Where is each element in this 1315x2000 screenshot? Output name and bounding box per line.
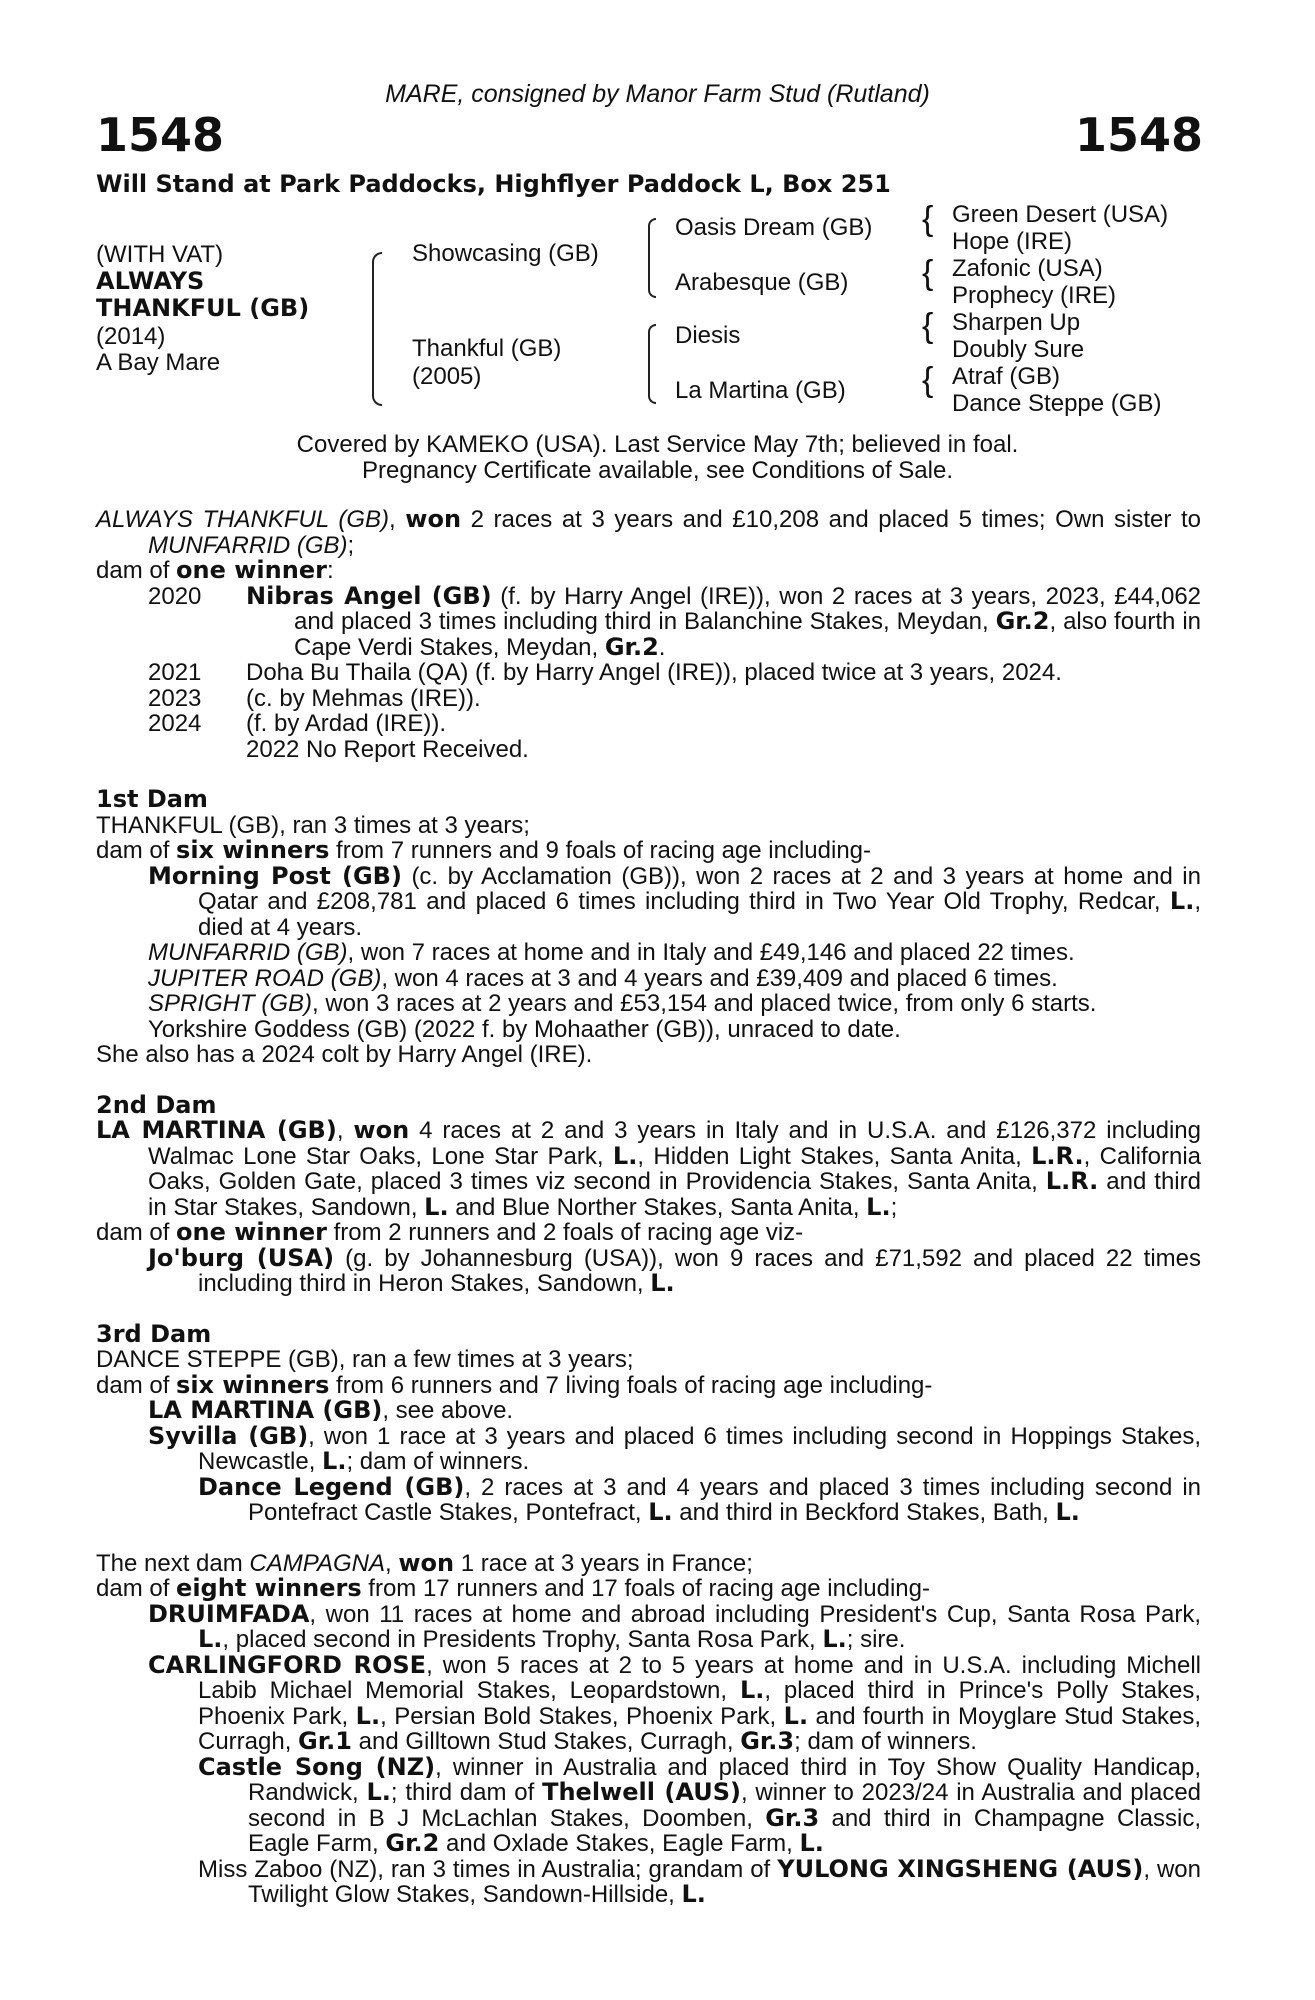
covered-notice (0, 432, 1315, 484)
text: and third in Champagne Classic, Eagle Farm, (248, 1804, 1201, 1857)
produce-text: 2022 No Report Received. (246, 735, 529, 763)
text: (c. by Acclamation (GB)), won 2 races at 2 and 3 years at home and in Qatar and £208,781 and placed 6 times including third in Two Year Old Trophy, Redcar, (198, 862, 1201, 915)
grade-label: L. (866, 1192, 891, 1221)
third-dam-line: DANCE STEPPE (GB), ran a few times at 3 years; (96, 1346, 634, 1373)
text: dam of (96, 557, 177, 584)
progeny-entry (96, 861, 1201, 941)
text: , Persian Bold Stakes, Phoenix Park, (380, 1702, 784, 1730)
grade-label: L. (799, 1829, 824, 1857)
horse-name-line2: THANKFUL (GB) (96, 294, 310, 322)
grade-label: L. (198, 1625, 223, 1653)
grade-label: L. (424, 1192, 449, 1221)
text: dam of (96, 1371, 177, 1399)
produce-row (96, 581, 1202, 661)
produce-name: Nibras Angel (GB) (246, 581, 492, 610)
pedigree-g8: Dance Steppe (GB) (952, 390, 1162, 417)
text: from 6 runners and 7 living foals of racing age including- (329, 1371, 933, 1399)
grade-label: L. (1169, 887, 1195, 915)
first-dam-line: THANKFUL (GB), ran 3 times at 3 years; (96, 811, 530, 839)
dam-name: CAMPAGNA (249, 1549, 385, 1577)
pedigree-g2: Hope (IRE) (952, 228, 1073, 255)
text: , (389, 506, 406, 533)
grade-label: L. (322, 1447, 347, 1475)
pedigree-dam-sire: Diesis (675, 322, 741, 349)
text: and third in Star Stakes, Sandown, (148, 1168, 1201, 1221)
winners-count: six winners (176, 836, 330, 864)
text: , placed second in Presidents Trophy, Santa Rosa Park, (222, 1626, 823, 1653)
pedigree-g4: Prophecy (IRE) (952, 282, 1117, 309)
horse-year: (2014) (96, 323, 166, 350)
text: 4 races at 2 and 3 years in Italy and in U.S.A. and £126,372 including Walmac Lone Star Oaks, Lone Star Park, (148, 1117, 1202, 1170)
progeny-entry (96, 1854, 1201, 1908)
text: dam of (96, 837, 177, 864)
won-label: won (353, 1116, 410, 1144)
text: 1 race at 3 years in France; (454, 1549, 753, 1577)
produce-row (96, 737, 1201, 763)
pedigree-sire: Showcasing (GB) (412, 240, 599, 267)
produce-text (246, 581, 1202, 661)
progeny-entry (96, 966, 1201, 992)
produce-text: (f. by Ardad (IRE)). (246, 710, 447, 737)
text: and third in Beckford Stakes, Bath, (672, 1499, 1056, 1526)
text: . (658, 633, 666, 661)
pedigree-brace: { (922, 200, 934, 238)
progeny-name: DRUIMFADA (148, 1599, 310, 1628)
produce-row (96, 686, 1201, 712)
progeny-name: YULONG XINGSHENG (AUS) (777, 1854, 1144, 1883)
lot-number-right: 1548 (1074, 108, 1203, 162)
pedigree-brace: { (922, 307, 934, 345)
dam-of-line (96, 1370, 1201, 1399)
text: dam of (96, 1575, 177, 1602)
grade-label: L. (822, 1625, 847, 1653)
won-label: won (405, 505, 462, 533)
pedigree-dam: Thankful (GB) (412, 335, 562, 362)
grade-label: L. (681, 1880, 706, 1908)
intro-text: 2 races at 3 years and £10,208 and placed 5 times; Own sister to (461, 506, 1201, 533)
text: (f. by Harry Angel (IRE)), won 2 races at 3 years, 2023, £44,062 and placed 3 times including third in Balanchine Stakes, Meydan, (294, 582, 1202, 635)
grade-label: Gr.2 (995, 607, 1050, 635)
won-label: won (398, 1548, 455, 1577)
pedigree-dam-year: (2005) (412, 363, 482, 390)
winners-count: six winners (176, 1370, 330, 1399)
grade-label: L. (739, 1676, 765, 1704)
text: , won 7 races at home and in Italy and £49,146 and placed 22 times. (347, 939, 1075, 966)
text: ; (347, 531, 355, 559)
progeny-entry (96, 1650, 1201, 1755)
text: , won 1 race at 3 years and placed 6 times including second in Hoppings Stakes, Newcastle, (198, 1422, 1202, 1475)
text: , California Oaks, Golden Gate, placed 3 times viz second in Providencia Stakes, Santa Anita, (148, 1142, 1202, 1195)
catalogue-body (96, 507, 1201, 1908)
pedigree-brace: { (922, 361, 934, 399)
produce-year: 2020 (148, 582, 202, 610)
covered-line1: Covered by KAMEKO (USA). Last Service May 7th; believed in foal. (296, 431, 1019, 458)
pedigree-brace (648, 218, 656, 298)
text: , winner in Australia and placed third in Toy Show Quality Handicap, Randwick, (248, 1753, 1202, 1806)
winners-count: one winner (176, 1218, 327, 1246)
text: ; dam of winners. (346, 1448, 530, 1475)
text: , 2 races at 3 and 4 years and placed 3 times including second in Pontefract Castle Stakes, Pontefract, (248, 1473, 1201, 1526)
third-dam-heading: 3rd Dam (96, 1319, 212, 1348)
progeny-name: Castle Song (NZ) (198, 1752, 436, 1781)
text: and Oxlade Stakes, Eagle Farm, (439, 1830, 800, 1857)
progeny-name: Jo'burg (USA) (148, 1243, 335, 1272)
produce-row (96, 660, 1201, 686)
grade-label: L. (650, 1269, 675, 1297)
pedigree-brace (372, 252, 382, 406)
pedigree-g6: Doubly Sure (952, 336, 1085, 363)
intro-paragraph (96, 507, 1201, 558)
progeny-entry (96, 1243, 1202, 1297)
grade-label: L. (355, 1701, 381, 1730)
produce-year: 2021 (148, 659, 202, 686)
progeny-entry (96, 940, 1201, 966)
text: ; sire. (846, 1626, 906, 1653)
text: , won 4 races at 3 and 4 years and £39,409 and placed 6 times. (381, 964, 1058, 992)
progeny-name: MUNFARRID (GB) (148, 939, 348, 966)
winners-count: eight winners (176, 1574, 362, 1602)
progeny-entry (96, 1599, 1201, 1653)
horse-name-ref: ALWAYS THANKFUL (GB) (96, 506, 390, 533)
dam-name: LA MARTINA (GB) (96, 1116, 337, 1144)
grade-label: Gr.3 (740, 1727, 795, 1755)
horse-name-line1: ALWAYS (96, 267, 205, 295)
text: dam of (96, 1219, 177, 1246)
progeny-name: CARLINGFORD ROSE (148, 1650, 427, 1679)
vat-label: (WITH VAT) (96, 241, 224, 268)
lot-number-left: 1548 (96, 108, 225, 162)
text: , winner to 2023/24 in Australia and placed second in B J McLachlan Stakes, Doomben, (248, 1779, 1202, 1832)
pedigree-sire-sire: Oasis Dream (GB) (675, 214, 873, 241)
text: (g. by Johannesburg (USA)), won 9 races and £71,592 and placed 22 times including third in Heron Stakes, Sandown, (198, 1244, 1202, 1297)
second-dam-heading: 2nd Dam (96, 1090, 217, 1119)
grade-label: Gr.3 (765, 1803, 820, 1832)
produce-year (96, 737, 246, 763)
grade-label: Gr.2 (604, 632, 659, 661)
produce-text: (c. by Mehmas (IRE)). (246, 684, 481, 712)
progeny-entry (96, 1472, 1201, 1526)
grade-label: L.R. (1045, 1167, 1099, 1195)
text: , won 3 races at 2 years and £53,154 and placed twice, from only 6 starts. (312, 990, 1097, 1017)
text: from 17 runners and 17 foals of racing age including- (361, 1575, 930, 1602)
grade-label: L. (648, 1498, 673, 1526)
pedigree-brace (648, 324, 656, 404)
second-dam-paragraph: LA MARTINA (GB), won 4 races at 2 and 3 years in Italy and in U.S.A. and £126,372 including Walmac Lone Star Oaks, Lone Star Park, L., Hidden Light Stakes, Santa Anita, L.R., California Oaks, Golden Gate, placed 3 times viz second in Providencia Stakes, Santa Anita, L.R. and third in Star Stakes, Sandown, L. and Blue Norther Stakes, Santa Anita, L.; (96, 1116, 1202, 1221)
text: , see above. (382, 1397, 514, 1424)
progeny-name: SPRIGHT (GB) (148, 990, 313, 1017)
text: , died at 4 years. (198, 888, 1201, 941)
text: from 7 runners and 9 foals of racing age including- (329, 837, 872, 864)
winners-count: one winner (176, 556, 327, 584)
text: and Blue Norther Stakes, Santa Anita, (448, 1193, 867, 1221)
progeny-name: Syvilla (GB) (148, 1421, 309, 1450)
text: , won 5 races at 2 to 5 years at home and in U.S.A. including Michell Labib Michael Memorial Stakes, Leopardstown, (198, 1651, 1201, 1704)
first-dam-heading: 1st Dam (96, 785, 208, 813)
text: Miss Zaboo (NZ), ran 3 times in Australia; grandam of (198, 1855, 778, 1883)
text: : (326, 557, 334, 584)
dam-of-line (96, 1220, 1201, 1246)
text: and Gilltown Stud Stakes, Curragh, (351, 1728, 741, 1755)
progeny-name: LA MARTINA (GB) (148, 1396, 383, 1424)
text: The next dam (96, 1549, 250, 1577)
pedigree-g1: Green Desert (USA) (952, 201, 1169, 228)
dam-of-line (96, 1576, 1201, 1602)
progeny-entry (96, 1398, 1201, 1424)
dam-of-line (96, 558, 1201, 584)
progeny-name: Thelwell (AUS) (542, 1778, 741, 1806)
progeny-entry (96, 991, 1201, 1017)
grade-label: Gr.1 (298, 1727, 352, 1755)
grade-label: L. (366, 1778, 391, 1806)
text: and fourth in Moyglare Stud Stakes, Curragh, (198, 1702, 1201, 1755)
text: , (385, 1549, 399, 1577)
produce-row (96, 711, 1201, 737)
produce-text: Doha Bu Thaila (QA) (f. by Harry Angel (IRE)), placed twice at 3 years, 2024. (246, 659, 1062, 686)
progeny-entry: Yorkshire Goddess (GB) (2022 f. by Mohaather (GB)), unraced to date. (148, 1015, 901, 1043)
progeny-name: Morning Post (GB) (148, 861, 402, 890)
progeny-entry (96, 1752, 1202, 1857)
text: , won 11 races at home and abroad including President's Cup, Santa Rosa Park, (309, 1600, 1201, 1628)
dam-of-line (96, 838, 1201, 864)
also-line: She also has a 2024 colt by Harry Angel (IRE). (96, 1041, 593, 1068)
produce-year: 2023 (148, 684, 202, 712)
text: , won Twilight Glow Stakes, Sandown-Hillside, (248, 1855, 1201, 1908)
progeny-name: JUPITER ROAD (GB) (148, 964, 382, 992)
text: ; third dam of (390, 1779, 543, 1806)
text: from 2 runners and 2 foals of racing age viz- (326, 1219, 804, 1246)
grade-label: L.R. (1031, 1141, 1084, 1170)
progeny-entry (96, 1421, 1202, 1475)
text: ; (890, 1193, 898, 1221)
consignment-line: MARE, consigned by Manor Farm Stud (Rutland) (385, 80, 930, 108)
text: , also fourth in Cape Verdi Stakes, Meydan, (294, 608, 1201, 661)
pedigree-brace: { (922, 254, 934, 292)
grade-label: L. (1055, 1498, 1080, 1526)
next-dam-line (96, 1548, 1201, 1577)
pedigree-g5: Sharpen Up (952, 309, 1081, 336)
produce-year: 2024 (148, 710, 202, 737)
sister-name: MUNFARRID (GB) (148, 531, 348, 559)
grade-label: L. (783, 1701, 809, 1730)
horse-description: A Bay Mare (96, 349, 221, 376)
pedigree-sire-dam: Arabesque (GB) (675, 269, 849, 296)
grade-label: Gr.2 (385, 1829, 440, 1857)
covered-line2: Pregnancy Certificate available, see Conditions of Sale. (362, 457, 953, 484)
pedigree-g7: Atraf (GB) (952, 363, 1061, 390)
pedigree-g3: Zafonic (USA) (952, 255, 1103, 282)
text: , Hidden Light Stakes, Santa Anita, (637, 1142, 1032, 1170)
location-line: Will Stand at Park Paddocks, Highflyer Paddock L, Box 251 (96, 170, 891, 198)
progeny-name: Dance Legend (GB) (198, 1472, 465, 1501)
text: ; dam of winners. (794, 1728, 977, 1755)
text: , placed third in Prince's Polly Stakes, Phoenix Park, (198, 1677, 1201, 1730)
pedigree-dam-dam: La Martina (GB) (675, 377, 846, 404)
grade-label: L. (612, 1141, 638, 1170)
